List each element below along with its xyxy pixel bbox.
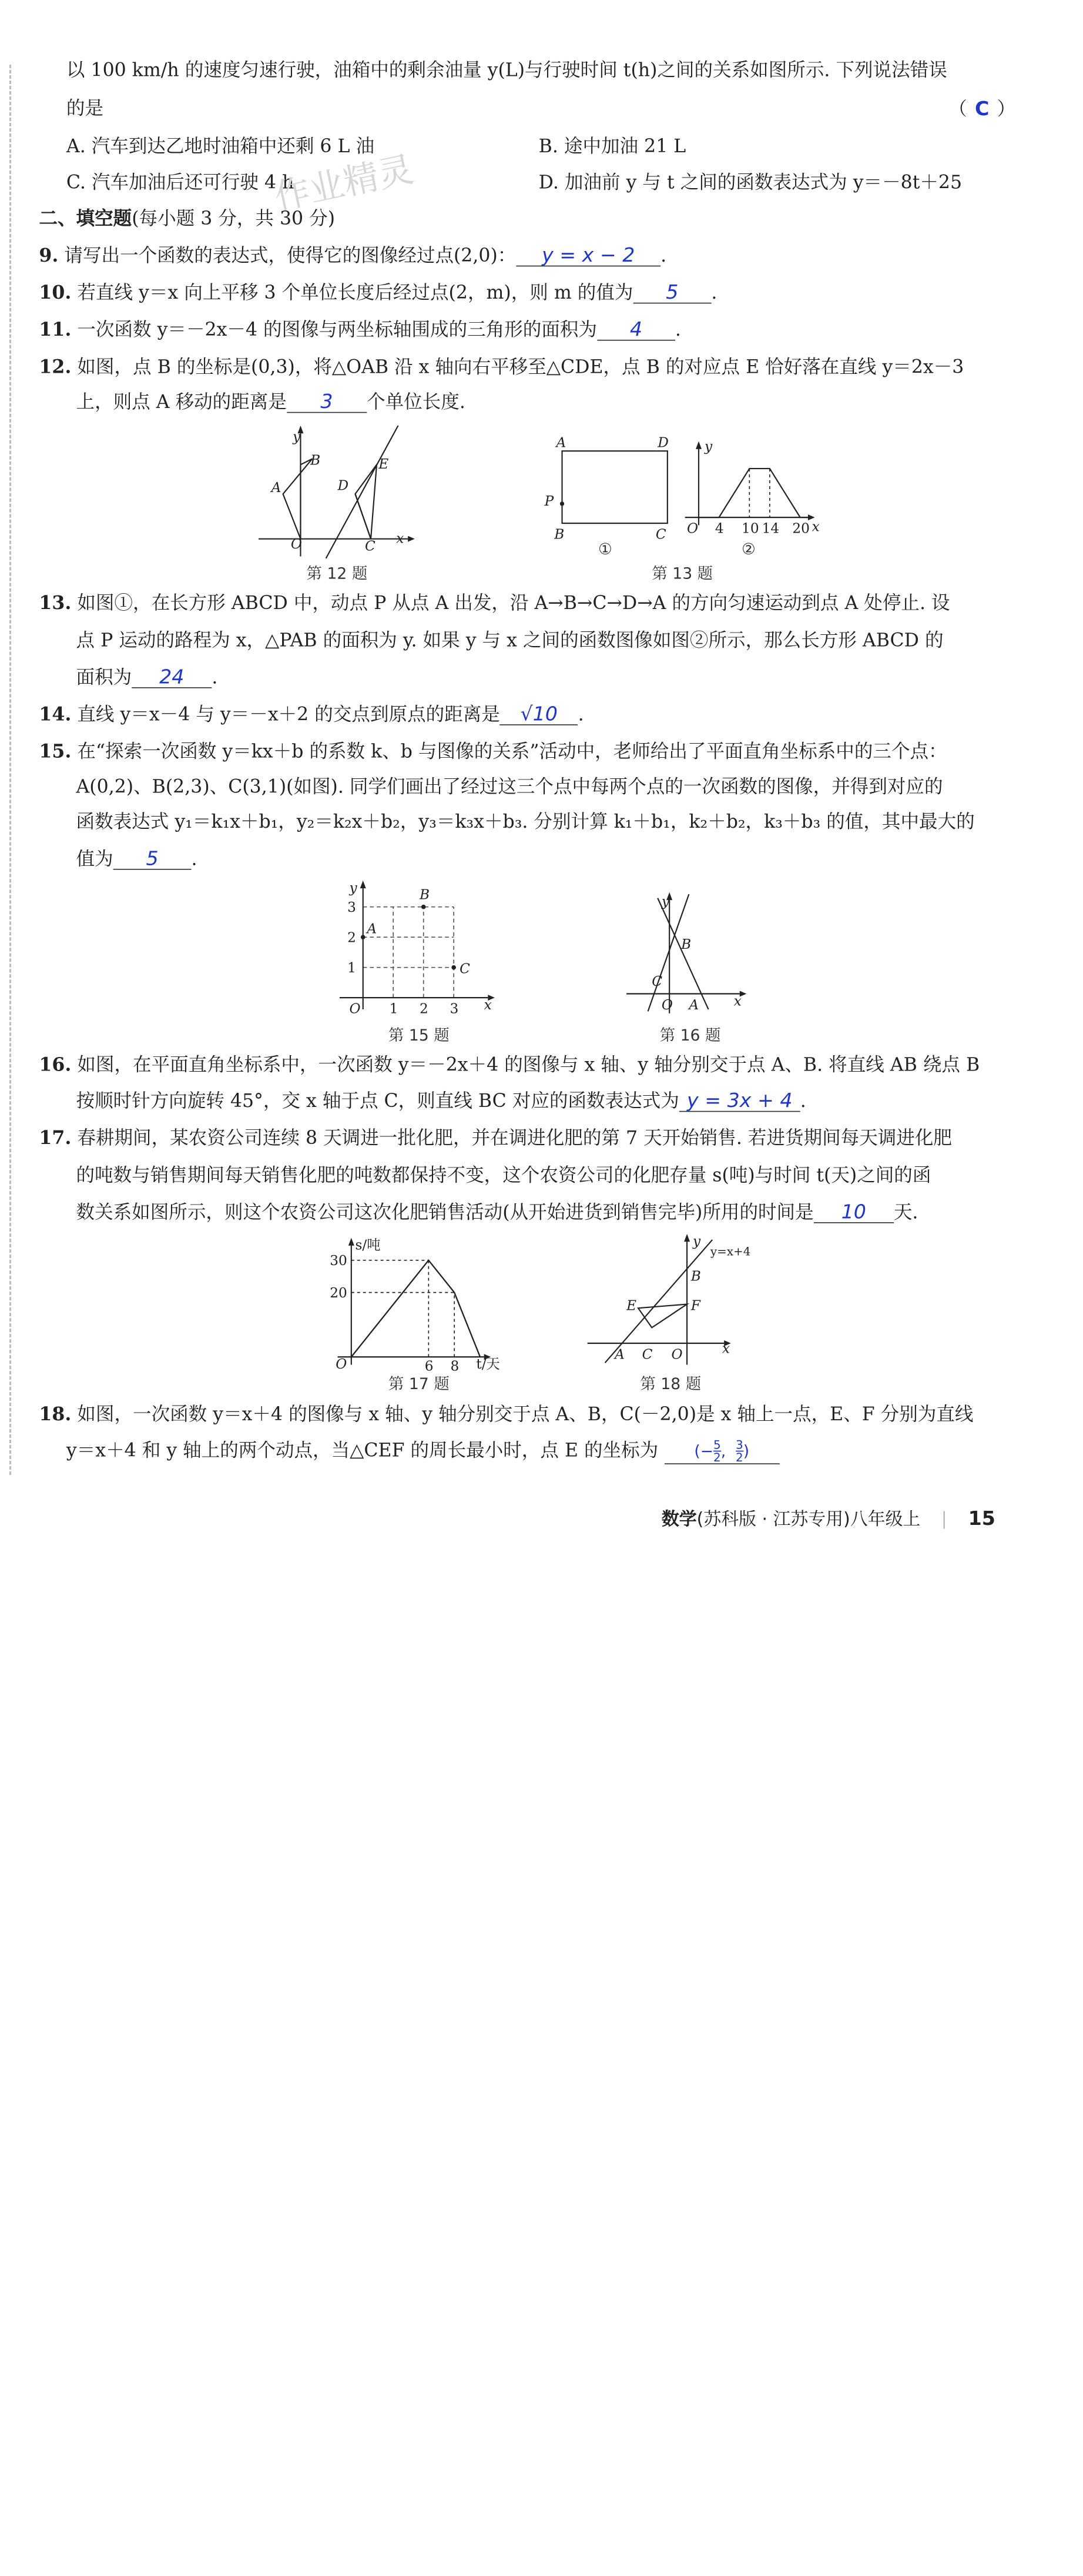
fig13-tick-20: 20: [792, 520, 810, 537]
question-15-line1: 15. 在“探索一次函数 y＝kx＋b 的系数 k、b 与图像的关系”活动中，老师给出了平面直角坐标系中的三个点：: [39, 741, 947, 762]
question-18-line2: y＝x＋4 和 y 轴上的两个动点，当△CEF 的周长最小时，点 E 的坐标为 (− $\frac{5}{2}$ , $\frac{3}{2}$ ): [66, 1439, 779, 1464]
question-18-line1: 18. 如图，一次函数 y＝x＋4 的图像与 x 轴、y 轴分别交于点 A、B，C(－2,0)是 x 轴上一点，E、F 分别为直线: [39, 1403, 974, 1426]
q17-answer-blank: 10: [814, 1201, 894, 1223]
question-15-line4: 值为 5 .: [76, 846, 197, 870]
fig15-point-b: [421, 905, 426, 909]
fig12-y-label: y: [293, 429, 301, 445]
fig15-x-tick-3: 3: [450, 1001, 459, 1017]
fig17-guide-lines: [351, 1260, 454, 1357]
figure-18: [582, 1232, 751, 1373]
q12-answer-blank: 3: [287, 390, 367, 413]
question-13-line2: 点 P 运动的路程为 x，△PAB 的面积为 y. 如果 y 与 x 之间的函数图像如图②所示，那么长方形 ABCD 的: [76, 630, 944, 651]
fig17-y-tick-20: 20: [330, 1284, 347, 1301]
fig17-x-tick-6: 6: [424, 1358, 434, 1374]
watermark: 作业精灵: [271, 149, 417, 219]
fig17-y-tick-30: 30: [330, 1253, 347, 1269]
question-12-line1: 12. 如图，点 B 的坐标是(0,3)，将△OAB 沿 x 轴向右平移至△CDE，点 B 的对应点 E 恰好落在直线 y＝2x－3: [39, 356, 964, 378]
fig17-o-label: O: [336, 1356, 347, 1373]
q15-answer-blank: 5: [113, 847, 192, 869]
fig18-o-label: O: [671, 1346, 683, 1363]
q13-answer-blank: 24: [132, 666, 212, 688]
fig18-f-label: F: [690, 1297, 700, 1314]
question-15-line3: 函数表达式 y₁＝k₁x＋b₁，y₂＝k₂x＋b₂，y₃＝k₃x＋b₃. 分别计算 k₁＋b₁，k₂＋b₂，k₃＋b₃ 的值，其中最大的: [76, 811, 975, 833]
fig12-e-label: E: [378, 456, 389, 473]
figure-13-graph: [683, 439, 819, 541]
question-16-line1: 16. 如图，在平面直角坐标系中，一次函数 y＝－2x＋4 的图像与 x 轴、y 轴分别交于点 A、B. 将直线 AB 绕点 B: [39, 1054, 980, 1076]
fig18-b-label: B: [690, 1268, 701, 1284]
fig13-panel-1-label: ①: [598, 540, 612, 558]
fig12-a-label: A: [271, 479, 281, 496]
question-17-line3: 数关系如图所示，则这个农资公司这次化肥销售活动(从开始进货到销售完毕)所用的时间是 10 天.: [76, 1199, 918, 1223]
fig15-a-label: A: [367, 921, 377, 937]
fig12-b-label: B: [310, 452, 321, 469]
fig16-x-label: x: [733, 993, 742, 1009]
fig17-x-tick-8: 8: [450, 1358, 460, 1374]
fig18-e-label: E: [626, 1297, 637, 1314]
question-13-line1: 13. 如图①，在长方形 ABCD 中，动点 P 从点 A 出发，沿 A→B→C→D→A 的方向匀速运动到点 A 处停止. 设: [39, 592, 950, 614]
figure-15: [332, 879, 503, 1019]
fig15-point-a: [361, 935, 366, 939]
q11-answer-blank: 4: [597, 318, 675, 340]
q8-line2: 的是: [66, 98, 104, 119]
fig15-x-tick-2: 2: [420, 1001, 428, 1017]
fig13-panel-2-label: ②: [742, 540, 756, 558]
fig13-y-label: y: [704, 439, 713, 455]
fig17-storage-graph: [351, 1260, 480, 1357]
fig16-c-label: C: [652, 973, 663, 990]
q8-option-d: D. 加油前 y 与 t 之间的函数表达式为 y＝－8t＋25: [538, 172, 963, 193]
footer-subject: 数学: [661, 1509, 697, 1530]
fig15-caption: 第 15 题: [388, 1026, 450, 1045]
q8-option-b: B. 途中加油 21 L: [538, 135, 686, 158]
q14-answer-blank: √10: [500, 703, 578, 725]
fig15-y-tick-1: 1: [347, 959, 356, 976]
q10-answer-blank: 5: [633, 281, 711, 303]
fig15-x-tick-1: 1: [389, 1001, 398, 1017]
question-9: 9. 请写出一个函数的表达式，使得它的图像经过点(2,0)： y = x − 2 .: [39, 243, 667, 267]
page-number: 15: [968, 1506, 995, 1530]
figure-13-rectangle: [542, 433, 679, 544]
question-15-line2: A(0,2)、B(2,3)、C(3,1)(如图). 同学们画出了经过这三个点中每两个点的一次函数的图像，并得到对应的: [76, 776, 943, 798]
q18-answer-blank: (− $\frac{5}{2}$ , $\frac{3}{2}$ ): [664, 1439, 779, 1464]
fig13-c-label: C: [655, 526, 666, 543]
q16-answer-blank: y = 3x + 4: [679, 1089, 800, 1112]
fig12-caption: 第 12 题: [306, 564, 368, 583]
fig17-x-label: t/天: [476, 1356, 500, 1373]
page-footer: [662, 1506, 995, 1531]
fig18-y-label: y: [693, 1233, 701, 1249]
question-13-line3: 面积为 24 .: [76, 664, 218, 688]
fig12-d-label: D: [337, 477, 349, 494]
q8-line1: 以 100 km/h 的速度匀速行驶，油箱中的剩余油量 y(L)与行驶时间 t(h)之间的关系如图所示. 下列说法错误: [66, 59, 947, 81]
fig15-y-label: y: [349, 879, 357, 896]
fig16-caption: 第 16 题: [659, 1026, 721, 1045]
fig18-caption: 第 18 题: [640, 1374, 702, 1393]
fig17-y-label: s/吨: [355, 1237, 381, 1253]
fig13-function-graph: [699, 469, 809, 517]
fig12-x-label: x: [396, 530, 404, 547]
fig13-tick-4: 4: [715, 520, 724, 537]
fig17-caption: 第 17 题: [388, 1374, 450, 1393]
fig13-tick-14: 14: [762, 520, 780, 537]
footer-edition: (苏科版 · 江苏专用)八年级上: [696, 1509, 921, 1530]
section-heading: 二、填空题(每小题 3 分，共 30 分): [39, 208, 336, 230]
figure-12: [254, 420, 420, 565]
fig15-o-label: O: [349, 1001, 361, 1017]
fig13-x-label: x: [812, 518, 820, 535]
fig12-c-label: C: [365, 538, 375, 554]
fig16-y-label: y: [661, 894, 670, 910]
question-12-line2: 上，则点 A 移动的距离是 3 个单位长度.: [76, 389, 465, 413]
fig15-c-label: C: [460, 961, 470, 977]
question-11: 11. 一次函数 y＝－2x－4 的图像与两坐标轴围成的三角形的面积为 4 .: [39, 317, 681, 341]
fig18-x-label: x: [722, 1340, 730, 1357]
fig18-a-label: A: [615, 1346, 625, 1363]
fig13-caption: 第 13 题: [652, 564, 713, 583]
question-10: 10. 若直线 y＝x 向上平移 3 个单位长度后经过点(2，m)，则 m 的值为 5 .: [39, 280, 717, 304]
fig13-o-label: O: [687, 520, 699, 537]
fig16-a-label: A: [689, 997, 699, 1013]
fig12-o-label: O: [290, 536, 302, 553]
figure-17: [320, 1234, 515, 1374]
fig15-point-c: [451, 965, 456, 970]
q8-option-c: C. 汽车加油后还可行驶 4 h: [66, 172, 294, 193]
q9-answer-blank: y = x − 2: [516, 244, 660, 266]
question-14: 14. 直线 y＝x－4 与 y＝－x＋2 的交点到原点的距离是 √10 .: [39, 701, 584, 725]
fig13-d-label: D: [658, 434, 669, 451]
question-17-line2: 的吨数与销售期间每天销售化肥的吨数都保持不变，这个农资公司的化肥存量 s(吨)与时间 t(天)之间的函: [76, 1165, 931, 1186]
fig16-o-label: O: [661, 997, 673, 1013]
q8-option-a: A. 汽车到达乙地时油箱中还剩 6 L 油: [66, 135, 375, 158]
question-17-line1: 17. 春耕期间，某农资公司连续 8 天调进一批化肥，并在调进化肥的第 7 天开始销售. 若进货期间每天调进化肥: [39, 1127, 952, 1149]
fig18-c-label: C: [642, 1346, 653, 1363]
q8-answer: C: [974, 96, 990, 121]
fig13-a-label: A: [556, 434, 566, 451]
q8-answer-bracket: （ C ）: [948, 96, 1016, 121]
fig15-y-tick-2: 2: [347, 929, 356, 946]
fig15-b-label: B: [420, 886, 430, 903]
question-16-line2: 按顺时针方向旋转 45°，交 x 轴于点 C，则直线 BC 对应的函数表达式为 y = 3x + 4 .: [76, 1088, 806, 1112]
fig16-b-label: B: [681, 936, 692, 953]
fig13-p-label: P: [544, 493, 554, 510]
figure-16: [625, 888, 756, 1019]
fig15-y-tick-3: 3: [347, 899, 356, 916]
fig15-x-label: x: [484, 997, 492, 1013]
fig18-line-label: y=x+4: [710, 1244, 751, 1259]
fig13-b-label: B: [554, 526, 565, 543]
fig13-tick-10: 10: [742, 520, 759, 537]
